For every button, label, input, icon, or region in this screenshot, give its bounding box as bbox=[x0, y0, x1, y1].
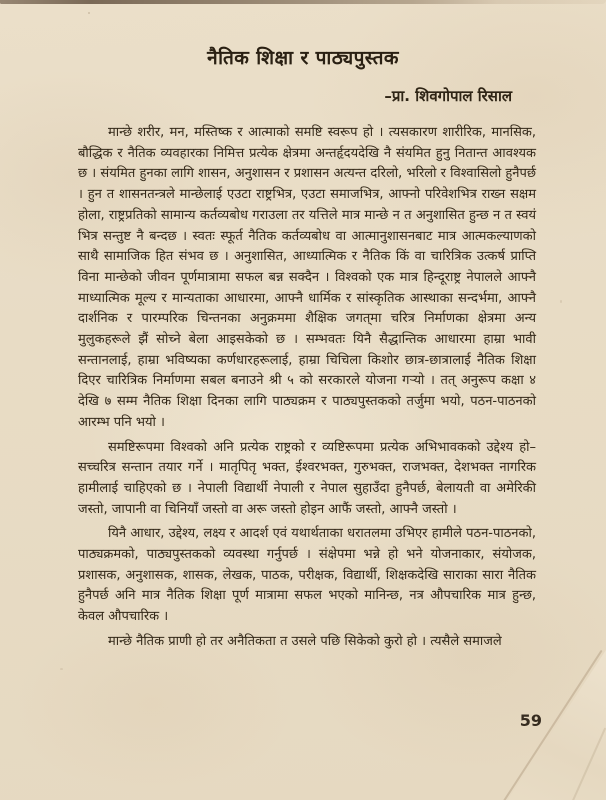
article-body bbox=[78, 123, 536, 653]
paper-speck bbox=[60, 668, 63, 670]
paper-speck bbox=[432, 96, 435, 99]
paragraph-4: मान्छे नैतिक प्राणी हो तर अनैतिकता त उसले पछि सिकेको कुरो हो । त्यसैले समाजले bbox=[108, 633, 502, 649]
paragraph-2: समष्टिरूपमा विश्वको अनि प्रत्येक राष्ट्रको र व्यष्टिरूपमा प्रत्येक अभिभावकको उद्देश्य हो– सच्चरित्र सन्तान तयार गर्ने । मातृपितृ भक्त, ईश्वरभक्त, गुरुभक्त, राजभक्त, देशभक्त नागरिक हामीलाई चाहिएको छ । नेपाली विद्यार्थी नेपाली र नेपाल सुहाउँदा हुनैपर्छ, बेलायती वा अमेरिकी जस्तो, जापानी वा चिनियाँ जस्तो वा अरू जस्तो होइन आफैं जस्तो, आफ्नै जस्तो । bbox=[78, 439, 536, 517]
paragraph-3: यिनै आधार, उद्देश्य, लक्ष्य र आदर्श एवं यथार्थताका धरातलमा उभिएर हामीले पठन-पाठनको, पाठ्यक्रमको, पाठ्यपुस्तकको व्यवस्था गर्नुपर्छ । संक्षेपमा भन्ने हो भने योजनाकार, संयोजक, प्रशासक, अनुशासक, शासक, लेखक, पाठक, परीक्षक, विद्यार्थी, शिक्षकदेखि साराका सारा नैतिक हुनैपर्छ अनि मात्र नैतिक शिक्षा पूर्ण मात्रामा सफल भएको मानिन्छ, नत्र औपचारिक मात्र हुन्छ, केवल औपचारिक । bbox=[78, 526, 536, 625]
scan-top-edge-artifact bbox=[0, 0, 606, 4]
article-author-byline: –प्रा. शिवगोपाल रिसाल bbox=[384, 87, 512, 105]
paper-speck bbox=[560, 300, 562, 303]
paper-speck bbox=[88, 12, 90, 14]
page-number: 59 bbox=[519, 711, 542, 730]
paragraph-1: मान्छे शरीर, मन, मस्तिष्क र आत्माको समष्टि स्वरूप हो । त्यसकारण शारीरिक, मानसिक, बौद्धिक र नैतिक व्यवहारका निमित्त प्रत्येक क्षेत्रमा अन्तर्हृदयदेखि नै संयमित हुनु नितान्त आवश्यक छ । संयमित हुनका लागि शासन, अनुशासन र प्रशासन अत्यन्त दरिलो, भरिलो र विश्वासिलो हुनैपर्छ । हुन त शासनतन्त्रले मान्छेलाई एउटा राष्ट्रभित्र, एउटा समाजभित्र, आफ्नो परिवेशभित्र राख्न सक्षम होला, राष्ट्रप्रतिको सामान्य कर्तव्यबोध गराउला तर यत्तिले मात्र मान्छे न त अनुशासित हुन्छ न त स्वयं भित्र सन्तुष्ट नै बन्दछ । स्वतः स्फूर्त नैतिक कर्तव्यबोध वा आत्मानुशासनबाट मात्र आत्मकल्याणको साथै सामाजिक हित संभव छ । अनुशासित, आध्यात्मिक र नैतिक किं वा चारित्रिक उत्कर्ष प्राप्ति विना मान्छेको जीवन पूर्णमात्रामा सफल बन्न सक्दैन । विश्वको एक मात्र हिन्दूराष्ट्र नेपालले आफ्नै माध्यात्मिक मूल्य र मान्यताका आधारमा, आफ्नै धार्मिक र सांस्कृतिक आस्थाका सन्दर्भमा, आफ्नै दार्शनिक र पारम्परिक चिन्तनका अनुक्रममा शैक्षिक जगत्‌मा चरित्र निर्माणका क्षेत्रमा अन्य मुलुकहरूले झैं सोच्ने बेला आइसकेको छ । सम्भवतः यिनै सैद्धान्तिक आधारमा हाम्रा भावी सन्तानलाई, हाम्रा भविष्यका कर्णधारहरूलाई, हाम्रा चिचिला किशोर छात्र-छात्रालाई नैतिक शिक्षा दिएर चारित्रिक निर्माणमा सबल बनाउने श्री ५ को सरकारले योजना गर्‍यो । तत् अनुरूप कक्षा ४ देखि ७ सम्म नैतिक शिक्षा दिनका लागि पाठ्यक्रम र पाठ्यपुस्तकको तर्जुमा भयो, पठन-पाठनको आरम्भ पनि भयो । bbox=[78, 125, 536, 430]
article-title: नैतिक शिक्षा र पाठ्यपुस्तक bbox=[207, 47, 399, 69]
